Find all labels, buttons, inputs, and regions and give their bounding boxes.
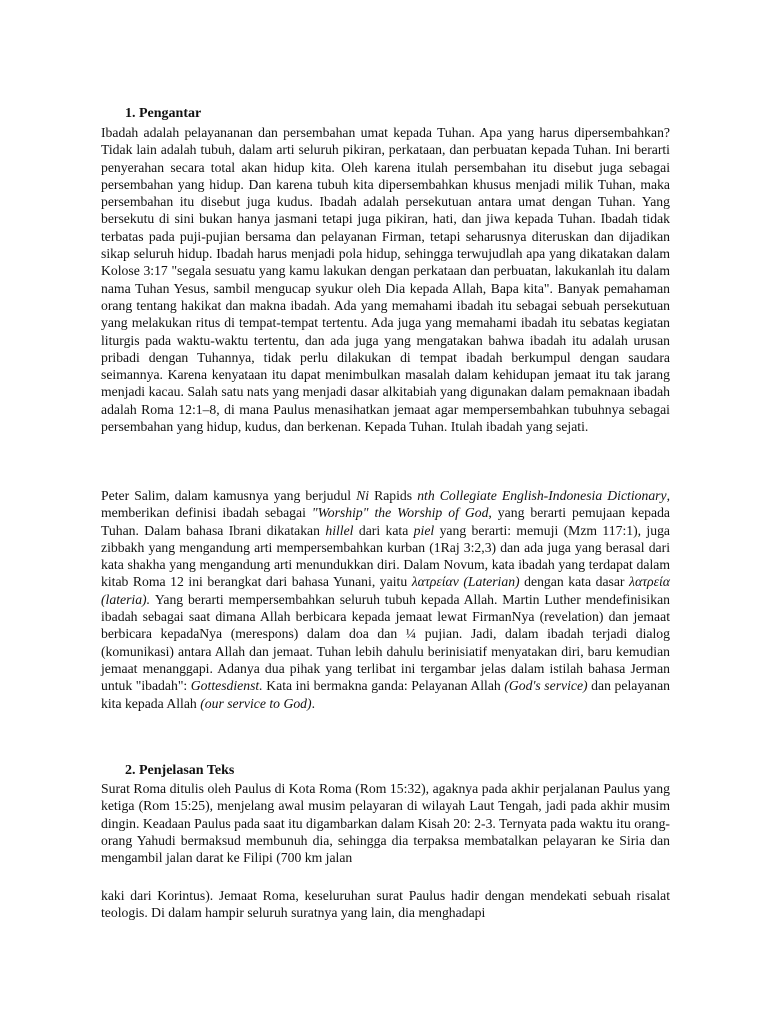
italic-run: ν (Laterian) [452, 574, 520, 590]
greek-term: λατρεία (lateria). [101, 574, 670, 607]
italic-run: nth Collegiate English-Indonesia Dictionary [417, 488, 667, 503]
text-run: dengan kata dasar [519, 574, 630, 590]
text-run: , memberikan definisi ibadah sebagai [101, 488, 670, 521]
italic-run: (our service to God) [200, 695, 312, 711]
text-run: yang berarti: memuji (Mzm 117:1), juga zibbakh yang mengandung arti mempersembahkan kurban (1Raj 3:2,3) dan ada juga yang berasal dari kata shakha yang mengandung arti menundukkan diri. Dalam Novum, kata ibadah yang terdapat dalam kitab Roma 12 ini berangkat dari bahasa Yunani, yaitu [101, 522, 671, 590]
paragraph-pengantar-1: Ibadah adalah pelayananan dan persembahan umat kepada Tuhan. Apa yang harus dipersembahkan? Tidak lain adalah tubuh, dalam arti seluruh pikiran, perkataan, dan perbuatan kepada Tuhan. Ini berarti penyerahan secara total akan hidup kita. Oleh karena itulah persembahan itu disebut juga sebagai persembahan yang hidup. Dan karena tubuh kita dipersembahkan khusus menjadi milik Tuhan, maka persembahan itu disebut juga kudus. Ibadah adalah persekutuan antara umat dengan Tuhan. Yang bersekutu di sini bukan hanya jasmani tetapi juga pikiran, hati, dan jiwa kepada Tuhan. Ibadah tidak terbatas pada puji-pujian bersama dan pelayanan Firman, tetapi seharusnya diteruskan dan dijadikan sikap seluruh hidup. Ibadah harus menjadi pola hidup, sehingga terwujudlah apa yang dikatakan dalam Kolose 3:17 "segala sesuatu yang kamu lakukan dengan perkataan dan perbuatan, lakukanlah itu dalam nama Tuhan Yesus, sambil mengucap syukur oleh Dia kepada Allah, Bapa kita". Banyak pemahaman orang tentang hakikat dan makna ibadah. Ada yang memahami ibadah itu sebagai sebuah persekutuan yang melakukan ritus di tempat-tempat tertentu. Ada juga yang memahami ibadah itu sebatas kegiatan liturgis pada waktu-waktu tertentu, dan ada juga yang mengatakan bahwa ibadah itu adalah urusan pribadi dengan Tuhannya, tidak perlu dilakukan di tempat ibadah berkumpul dengan saudara seimannya. Karena kenyataan itu dapat menimbulkan masalah dalam kehidupan jemaat itu tak jarang menjadi kacau. Salah satu nats yang menjadi dasar alkitabiah yang digunakan dalam pemaknaan ibadah adalah Roma 12:1–8, di mana Paulus menasihatkan jemaat agar mempersembahkan tubuhnya sebagai persembahan yang hidup, kudus, dan berkenan. Kepada Tuhan. Itulah ibadah yang sejati. [101, 125, 670, 435]
italic-run: Ni [356, 488, 370, 503]
paragraph-penjelasan-1: Surat Roma ditulis oleh Paulus di Kota Roma (Rom 15:32), agaknya pada akhir perjalanan Paulus yang ketiga (Rom 15:25), menjelang awal musim pelayaran di wilayah Laut Tengah, jadi pada akhir musim dingin. Keadaan Paulus pada saat itu digambarkan dalam Kisah 20: 2-3. Ternyata pada waktu itu orang-orang Yahudi bermaksud membunuh dia, sehingga dia terpaksa membatalkan pelayaran ke Siria dan mengambil jalan darat ke Filipi (700 km jalan [101, 781, 670, 866]
greek-term: λατρεία [411, 574, 453, 590]
text-run: . [311, 695, 315, 711]
section-heading-penjelasan-teks: 2. Penjelasan Teks [125, 763, 235, 778]
italic-run: (God's service) [504, 678, 588, 694]
text-run: dari kata [353, 522, 414, 538]
italic-run: Gottesdienst. [190, 678, 263, 694]
section-heading-pengantar: 1. Pengantar [125, 106, 202, 121]
italic-run: hillel [325, 522, 354, 538]
paragraph-penjelasan-2: kaki dari Korintus). Jemaat Roma, keseluruhan surat Paulus hadir dengan mendekati sebuah risalat teologis. Di dalam hampir seluruh suratnya yang lain, dia menghadapi [101, 888, 670, 921]
italic-run: piel [413, 522, 435, 538]
text-run: , yang berarti pemujaan kepada Tuhan. Dalam bahasa Ibrani dikatakan [101, 505, 670, 538]
text-run: Yang berarti mempersembahkan seluruh tubuh kepada Allah. Martin Luther mendefinisikan ibadah sebagai saat dimana Allah berbicara kepada jemaat lewat FirmanNya (revelation) dan jemaat berbicara kepadaNya (merespons) dalam doa dan ¼ pujian. Jadi, dalam ibadah terjadi dialog (komunikasi) antara Allah dan jemaat. Tuhan lebih dahulu berinisiatif menyatakan diri, baru kemudian jemaat menanggapi. Adanya dua pihak yang terlibat ini tergambar jelas dalam istilah bahasa Jerman untuk "ibadah": [101, 591, 670, 694]
text-run: Kata ini bermakna ganda: Pelayanan Allah [262, 678, 505, 694]
text-run: dan pelayanan kita kepada Allah [101, 678, 671, 711]
italic-run: "Worship" the Worship of God [311, 505, 489, 521]
text-run: Rapids [369, 488, 418, 503]
text-run: Peter Salim, dalam kamusnya yang berjudul [101, 488, 357, 503]
paragraph-pengantar-2 [101, 487, 670, 712]
